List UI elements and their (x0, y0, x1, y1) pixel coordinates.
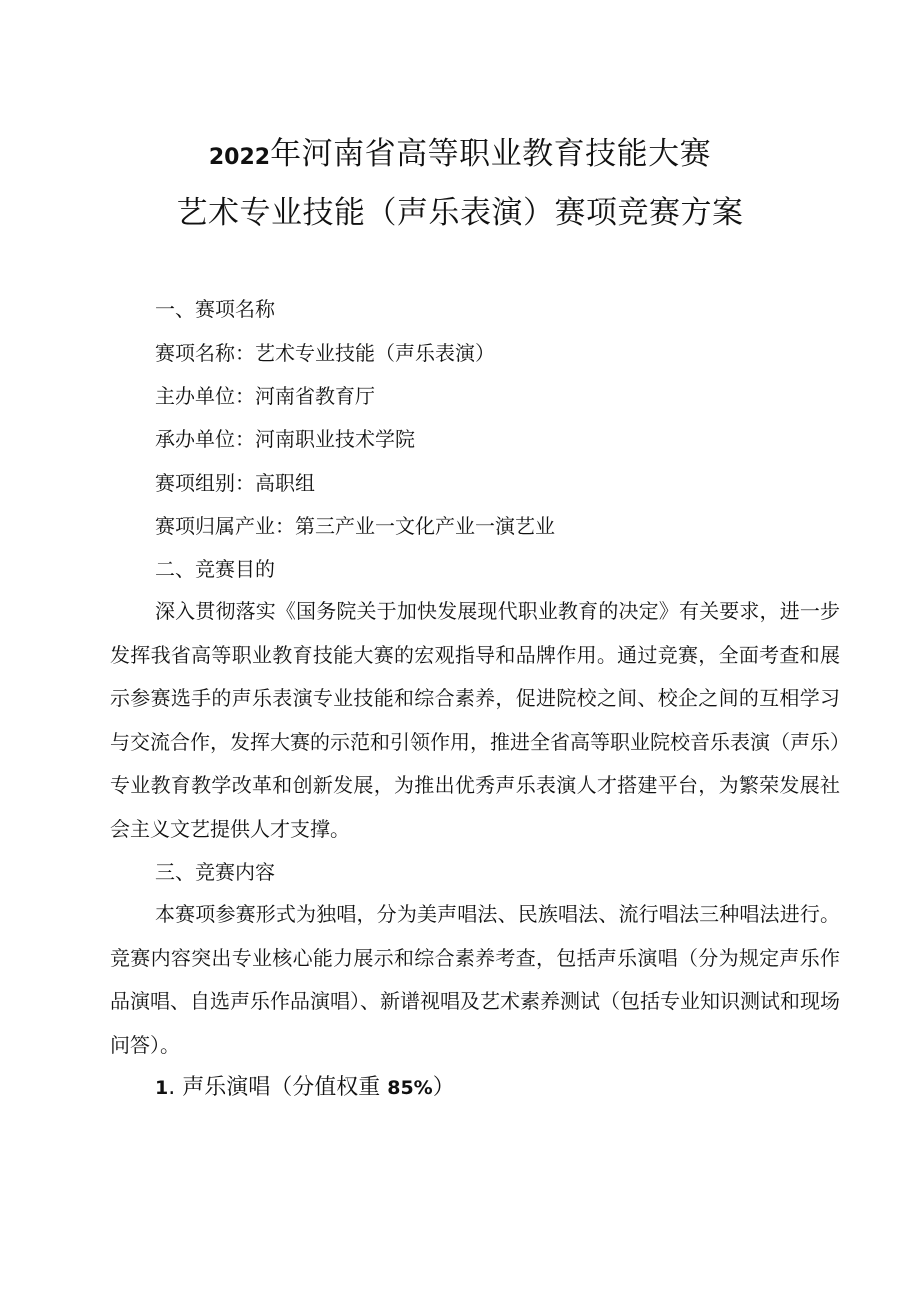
title-year: 2022 (208, 145, 271, 170)
document-title-line-2: 艺术专业技能（声乐表演）赛项竞赛方案 (176, 195, 744, 231)
subsection-close: ） (432, 1075, 455, 1100)
subsection-percent: 85% (387, 1077, 433, 1099)
section-3-paragraph: 本赛项参赛形式为独唱，分为美声唱法、民族唱法、流行唱法三种唱法进行。竞赛内容突出专业核心能力展示和综合素养考查，包括声乐演唱（分为规定声乐作品演唱、自选声乐作品演唱）、新谱视唱及艺术素养测试（包括专业知识测试和现场问答）。 (110, 902, 840, 1057)
title-line-1-text: 年河南省高等职业教育技能大赛 (270, 136, 712, 172)
info-event-name: 赛项名称：艺术专业技能（声乐表演） (155, 341, 495, 365)
section-3-heading: 三、竞赛内容 (155, 860, 275, 884)
subsection-separator: . (168, 1075, 183, 1100)
info-organizer: 主办单位：河南省教育厅 (155, 384, 375, 408)
info-industry: 赛项归属产业：第三产业一文化产业一演艺业 (155, 514, 555, 538)
document-title-line-1 (0, 134, 920, 178)
section-2-paragraph: 深入贯彻落实《国务院关于加快发展现代职业教育的决定》有关要求，进一步发挥我省高等职业教育技能大赛的宏观指导和品牌作用。通过竞赛，全面考查和展示参赛选手的声乐表演专业技能和综合素养，促进院校之间、校企之间的互相学习与交流合作，发挥大赛的示范和引领作用，推进全省高等职业院校音乐表演（声乐）专业教育教学改革和创新发展，为推出优秀声乐表演人才搭建平台，为繁荣发展社会主义文艺提供人才支撑。 (110, 599, 840, 841)
info-group: 赛项组别：高职组 (155, 471, 315, 495)
subsection-number: 1 (155, 1077, 169, 1099)
subsection-1-heading (155, 1073, 455, 1103)
section-2-heading: 二、竞赛目的 (155, 557, 275, 581)
section-1-heading: 一、赛项名称 (155, 297, 275, 321)
subsection-text: 声乐演唱（分值权重 (182, 1075, 388, 1100)
info-host: 承办单位：河南职业技术学院 (155, 427, 415, 451)
